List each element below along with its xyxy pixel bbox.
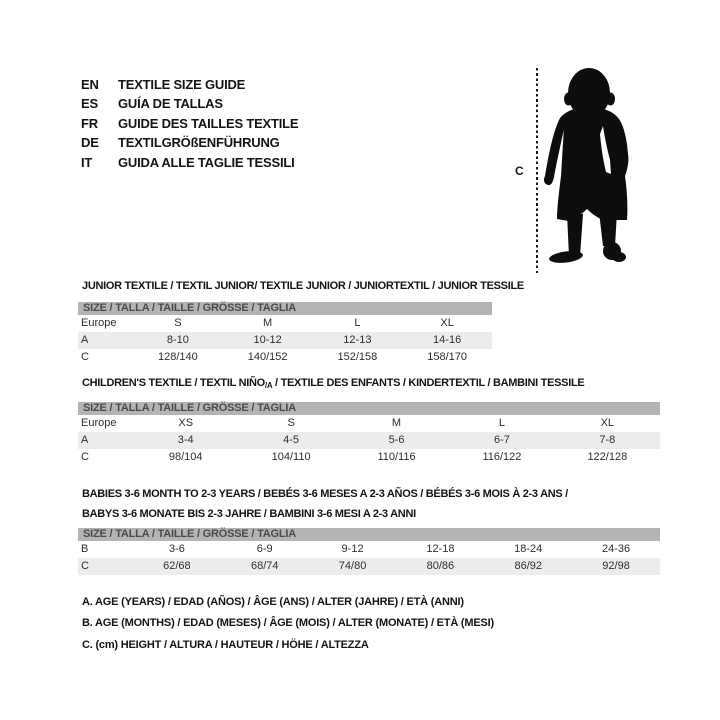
title-line-2: BABYS 3-6 MONATE BIS 2-3 JAHRE / BAMBINI 3-6 MESI A 2-3 ANNI	[82, 508, 416, 520]
cell: 4-5	[283, 434, 300, 446]
legend-line-a: A. AGE (YEARS) / EDAD (AÑOS) / ÂGE (ANS) / ALTER (JAHRE) / ETÀ (ANNI)	[82, 596, 464, 608]
size-header-label: SIZE / TALLA / TAILLE / GRÖSSE / TAGLIA	[83, 302, 297, 314]
lang-row-it	[81, 153, 298, 172]
cell: XL	[600, 417, 615, 429]
cell: 3-6	[168, 543, 185, 555]
lang-label: GUÍA DE TALLAS	[118, 96, 223, 112]
table-row	[78, 315, 492, 332]
size-header-bar	[78, 402, 660, 415]
lang-code: EN	[81, 77, 99, 92]
lang-row-en	[81, 75, 298, 94]
height-measure-label: C	[515, 164, 524, 178]
lang-row-fr	[81, 114, 298, 133]
cell: 68/74	[250, 560, 279, 572]
cell: 86/92	[514, 560, 542, 572]
cell: 6-9	[256, 543, 273, 555]
cell: 5-6	[388, 434, 405, 446]
lang-label: TEXTILGRÖßENFÜHRUNG	[118, 135, 280, 151]
cell: 140/152	[247, 351, 288, 363]
cell: 74/80	[338, 560, 367, 572]
table-row	[78, 541, 660, 558]
title-part: CHILDREN'S TEXTILE / TEXTIL NIÑO	[82, 377, 265, 389]
size-header-bar	[78, 302, 492, 315]
table-row	[78, 432, 660, 449]
cell: 62/68	[163, 560, 191, 572]
cell: 104/110	[271, 451, 311, 463]
table-row	[78, 415, 660, 432]
lang-code: DE	[81, 135, 99, 151]
cell: 158/170	[427, 351, 467, 363]
table-row	[78, 558, 660, 575]
row-label: C	[81, 451, 89, 463]
cell: 12-18	[426, 543, 455, 555]
childrens-textile-section	[78, 377, 660, 466]
lang-code: FR	[81, 115, 98, 131]
row-label: Europe	[81, 317, 117, 329]
cell: 14-16	[433, 334, 462, 346]
row-label: A	[81, 434, 89, 446]
table-row	[78, 449, 660, 466]
lang-code: IT	[81, 154, 93, 170]
row-label: A	[81, 334, 89, 346]
measure-legend	[82, 592, 494, 656]
cell: L	[354, 317, 361, 329]
lang-label: GUIDA ALLE TAGLIE TESSILI	[118, 154, 295, 170]
height-dashed-line	[536, 68, 538, 273]
cell: 92/98	[602, 560, 630, 572]
legend-line-b: B. AGE (MONTHS) / EDAD (MESES) / ÂGE (MOIS) / ALTER (MONATE) / ETÀ (MESI)	[82, 617, 494, 630]
cell: 7-8	[599, 434, 616, 446]
cell: 6-7	[493, 434, 510, 446]
cell: XS	[178, 417, 194, 429]
cell: S	[174, 317, 182, 329]
cell: 8-10	[166, 334, 189, 346]
legend-line-c: C. (cm) HEIGHT / ALTURA / HAUTEUR / HÖHE / ALTEZZA	[82, 638, 369, 651]
size-header-label: SIZE / TALLA / TAILLE / GRÖSSE / TAGLIA	[83, 402, 297, 414]
junior-textile-section	[78, 280, 524, 366]
cell: 110/116	[377, 451, 416, 463]
title-part: / TEXTILE DES ENFANTS / KINDERTEXTIL / BAMBINI TESSILE	[272, 377, 585, 389]
row-label: B	[81, 543, 89, 555]
row-label: Europe	[81, 417, 117, 429]
size-header-label: SIZE / TALLA / TAILLE / GRÖSSE / TAGLIA	[83, 528, 297, 540]
cell: 9-12	[341, 543, 364, 555]
cell: 12-13	[343, 334, 372, 346]
row-label: C	[81, 560, 89, 572]
lang-label: TEXTILE SIZE GUIDE	[118, 77, 246, 92]
section-title: JUNIOR TEXTILE / TEXTIL JUNIOR/ TEXTILE JUNIOR / JUNIORTEXTIL / JUNIOR TESSILE	[82, 280, 524, 292]
lang-code: ES	[81, 96, 98, 112]
lang-row-es	[81, 94, 298, 113]
cell: S	[287, 417, 295, 429]
section-title	[82, 377, 660, 392]
lang-row-de	[81, 133, 298, 152]
cell: 80/86	[426, 560, 455, 572]
cell: 10-12	[253, 334, 282, 346]
babies-textile-section	[78, 484, 660, 575]
cell: 122/128	[587, 451, 628, 463]
cell: M	[263, 317, 273, 329]
section-title	[82, 484, 660, 524]
cell: 18-24	[514, 543, 543, 555]
language-title-list	[81, 75, 298, 172]
cell: 128/140	[157, 351, 198, 363]
title-line-1: BABIES 3-6 MONTH TO 2-3 YEARS / BEBÉS 3-6 MESES A 2-3 AÑOS / BÉBÉS 3-6 MOIS À 2-3 ANS /	[82, 488, 568, 500]
size-header-bar	[78, 528, 660, 541]
cell: 98/104	[168, 451, 203, 463]
table-row	[78, 332, 492, 349]
cell: M	[391, 417, 402, 429]
cell: 152/158	[337, 351, 378, 363]
toddler-silhouette-icon	[542, 64, 642, 270]
cell: 116/122	[482, 451, 522, 463]
cell: L	[498, 417, 505, 429]
cell: 24-36	[601, 543, 631, 555]
cell: XL	[440, 317, 454, 329]
table-row	[78, 349, 492, 366]
row-label: C	[81, 351, 89, 363]
cell: 3-4	[177, 434, 194, 446]
title-subscript: /A	[264, 381, 273, 390]
lang-label: GUIDE DES TAILLES TEXTILE	[118, 115, 299, 131]
